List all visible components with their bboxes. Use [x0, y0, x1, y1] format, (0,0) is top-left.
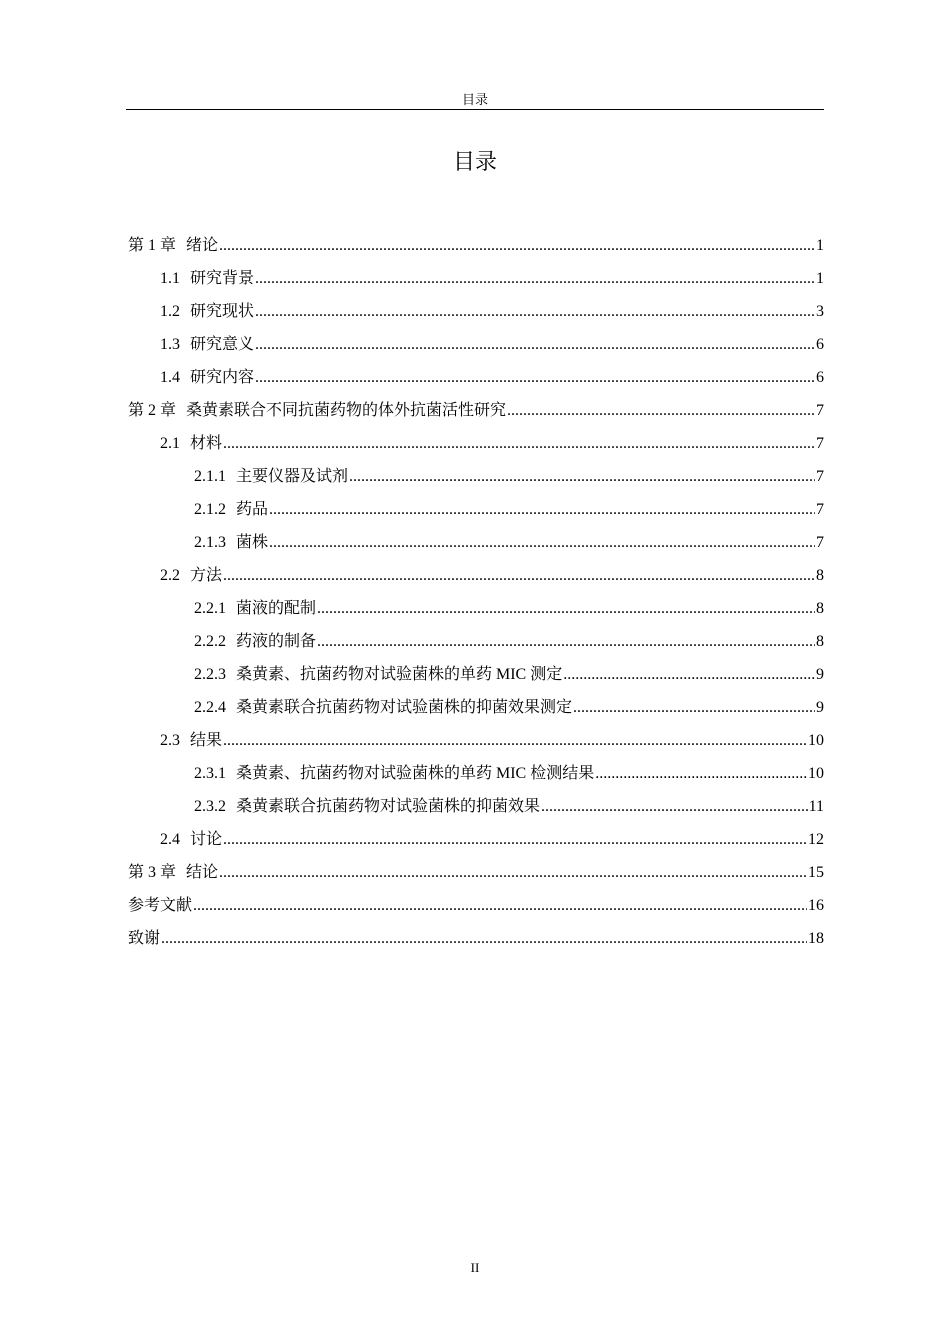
- toc-entry-number: 2.2.1: [194, 600, 226, 617]
- toc-dot-leader: [223, 724, 807, 757]
- toc-dot-leader: [269, 526, 815, 559]
- toc-entry[interactable]: [128, 361, 824, 394]
- toc-entry-page: 16: [808, 897, 824, 914]
- toc-dot-leader: [255, 328, 815, 361]
- toc-dot-leader: [269, 493, 815, 526]
- toc-dot-leader: [223, 427, 815, 460]
- toc-entry[interactable]: [128, 460, 824, 493]
- toc-entry-title: 绪论: [186, 237, 219, 254]
- toc-entry-title: 研究意义: [190, 336, 255, 353]
- toc-dot-leader: [255, 262, 815, 295]
- toc-entry-title: 结论: [186, 864, 219, 881]
- toc-entry-page: 15: [808, 864, 824, 881]
- toc-dot-leader: [317, 592, 815, 625]
- toc-entry-number: 2.2.2: [194, 633, 226, 650]
- toc-entry-number: 第 2 章: [128, 402, 177, 419]
- toc-entry-number: 2.1.3: [194, 534, 226, 551]
- toc-entry-number: 2.3.2: [194, 798, 226, 815]
- toc-entry-page: 8: [816, 633, 824, 650]
- toc-entry-title: 桑黄素联合不同抗菌药物的体外抗菌活性研究: [186, 402, 507, 419]
- toc-entry-number: 2.2.4: [194, 699, 226, 716]
- toc-entry-title: 研究内容: [190, 369, 255, 386]
- toc-entry-title: 桑黄素联合抗菌药物对试验菌株的抑菌效果测定: [236, 699, 573, 716]
- toc-entry-page: 7: [816, 435, 824, 452]
- toc-entry-page: 6: [816, 369, 824, 386]
- toc-entry-number: 2.3: [160, 732, 180, 749]
- toc-dot-leader: [223, 823, 807, 856]
- toc-entry-page: 7: [816, 468, 824, 485]
- toc-dot-leader: [219, 229, 815, 262]
- toc-entry-page: 8: [816, 567, 824, 584]
- toc-entry[interactable]: [128, 757, 824, 790]
- toc-entry-page: 9: [816, 699, 824, 716]
- toc-entry-page: 7: [816, 534, 824, 551]
- toc-entry-title: 菌株: [236, 534, 269, 551]
- toc-entry-page: 18: [808, 930, 824, 947]
- toc-dot-leader: [317, 625, 815, 658]
- toc-entry-title: 致谢: [128, 930, 161, 947]
- toc-entry-title: 结果: [190, 732, 223, 749]
- toc-entry[interactable]: [128, 790, 824, 823]
- toc-dot-leader: [223, 559, 815, 592]
- toc-dot-leader: [507, 394, 815, 427]
- toc-entry-title: 桑黄素、抗菌药物对试验菌株的单药 MIC 检测结果: [236, 765, 595, 782]
- toc-entry-title: 菌液的配制: [236, 600, 317, 617]
- toc-entry[interactable]: [128, 229, 824, 262]
- toc-entry-page: 8: [816, 600, 824, 617]
- toc-entry[interactable]: [128, 493, 824, 526]
- toc-entry-number: 1.1: [160, 270, 180, 287]
- toc-dot-leader: [255, 295, 815, 328]
- toc-entry-number: 2.1: [160, 435, 180, 452]
- toc-entry[interactable]: [128, 295, 824, 328]
- toc-entry-number: 第 1 章: [128, 237, 177, 254]
- toc-dot-leader: [541, 790, 808, 823]
- toc-entry[interactable]: [128, 724, 824, 757]
- toc-entry-title: 参考文献: [128, 897, 193, 914]
- toc-entry[interactable]: [128, 691, 824, 724]
- toc-entry-page: 3: [816, 303, 824, 320]
- toc-dot-leader: [161, 922, 807, 955]
- toc-dot-leader: [349, 460, 815, 493]
- toc-entry[interactable]: [128, 823, 824, 856]
- toc-dot-leader: [255, 361, 815, 394]
- toc-entry-number: 1.2: [160, 303, 180, 320]
- toc-entry[interactable]: [128, 592, 824, 625]
- toc-entry[interactable]: [128, 262, 824, 295]
- toc-entry[interactable]: [128, 889, 824, 922]
- toc-entry-number: 2.1.2: [194, 501, 226, 518]
- toc-entry-title: 方法: [190, 567, 223, 584]
- page-number: II: [470, 1260, 480, 1275]
- toc-entry-number: 1.3: [160, 336, 180, 353]
- toc-entry-number: 2.2: [160, 567, 180, 584]
- toc-entry-title: 药品: [236, 501, 269, 518]
- toc-entry-page: 1: [816, 270, 824, 287]
- toc-entry-title: 材料: [190, 435, 223, 452]
- toc-dot-leader: [193, 889, 807, 922]
- toc-entry[interactable]: [128, 328, 824, 361]
- toc-dot-leader: [595, 757, 807, 790]
- toc-entry-page: 12: [808, 831, 824, 848]
- toc-dot-leader: [563, 658, 815, 691]
- toc-dot-leader: [573, 691, 815, 724]
- toc-entry-number: 第 3 章: [128, 864, 177, 881]
- toc-entry[interactable]: [128, 922, 824, 955]
- toc-entry[interactable]: [128, 625, 824, 658]
- toc-entry[interactable]: [128, 526, 824, 559]
- toc-entry-number: 2.2.3: [194, 666, 226, 683]
- toc-entry-number: 1.4: [160, 369, 180, 386]
- toc-entry-title: 研究现状: [190, 303, 255, 320]
- toc-entry[interactable]: [128, 394, 824, 427]
- toc-entry-page: 10: [808, 765, 824, 782]
- toc-entry-number: 2.4: [160, 831, 180, 848]
- toc-entry-page: 10: [808, 732, 824, 749]
- toc-entry[interactable]: [128, 856, 824, 889]
- toc-entry-page: 6: [816, 336, 824, 353]
- toc-entry-page: 1: [816, 237, 824, 254]
- table-of-contents: [128, 229, 824, 955]
- toc-entry[interactable]: [128, 658, 824, 691]
- toc-entry-page: 9: [816, 666, 824, 683]
- toc-entry-page: 11: [808, 798, 824, 815]
- toc-entry-number: 2.3.1: [194, 765, 226, 782]
- running-header-text: 目录: [461, 92, 488, 107]
- running-header: [126, 90, 824, 110]
- toc-dot-leader: [219, 856, 807, 889]
- toc-entry[interactable]: [128, 559, 824, 592]
- toc-entry-title: 药液的制备: [236, 633, 317, 650]
- toc-entry-page: 7: [816, 402, 824, 419]
- toc-entry-number: 2.1.1: [194, 468, 226, 485]
- toc-entry-title: 主要仪器及试剂: [236, 468, 349, 485]
- toc-entry[interactable]: [128, 427, 824, 460]
- toc-entry-title: 研究背景: [190, 270, 255, 287]
- toc-entry-title: 讨论: [190, 831, 223, 848]
- toc-entry-page: 7: [816, 501, 824, 518]
- toc-entry-title: 桑黄素联合抗菌药物对试验菌株的抑菌效果: [236, 798, 541, 815]
- page-title: 目录: [452, 150, 497, 175]
- toc-entry-title: 桑黄素、抗菌药物对试验菌株的单药 MIC 测定: [236, 666, 563, 683]
